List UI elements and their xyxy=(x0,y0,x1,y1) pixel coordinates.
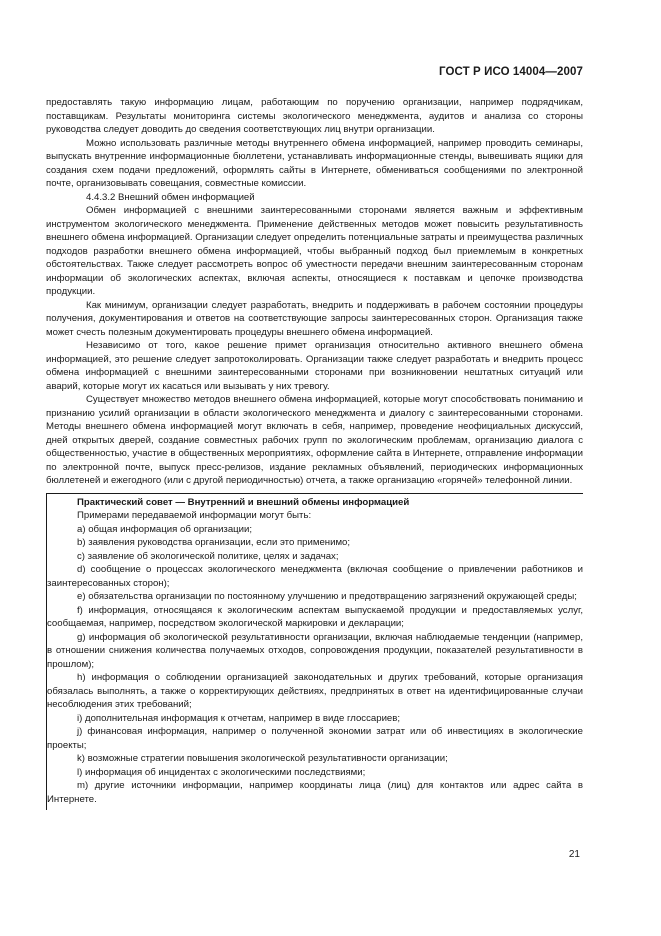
advice-title: Практический совет — Внутренний и внешний обмены информацией xyxy=(77,496,410,508)
paragraph-continuation: предоставлять такую информацию лицам, работающим по поручению организации, например подрядчикам, поставщикам. Результаты мониторинга системы экологического менеджмента, аудитов и анализа со стороны руководства следует доводить до сведения соответствующих лиц внутри организации. xyxy=(46,97,583,135)
practical-advice-box xyxy=(46,493,583,811)
advice-item-h: h) информация о соблюдении организацией законодательных и других требований, которые организация обязалась выполнять, а также о корректирующих действиях, предпринятых в ответ на идентифицированные случаи несоблюдения этих требований; xyxy=(47,672,583,710)
paragraph-external-exchange: Обмен информацией с внешними заинтересованными сторонами является важным и эффективным инструментом экологического менеджмента. Применение действенных методов может повысить результативность внешнего обмена информацией. Организации следует определить потенциальные затраты и преимущества различных подходов разработки внешнего обмена информацией, чтобы выбранный подход был приемлемым в конкретных обстоятельствах. Также следует рассмотреть вопрос об уместности передачи внешним заинтересованным сторонам информации об экологических аспектах, включая аспекты, относящиеся к поставкам и цепочке производства продукции. xyxy=(46,205,583,297)
paragraph-internal-methods: Можно использовать различные методы внутреннего обмена информацией, например проводить семинары, выпускать внутренние информационные бюллетени, устанавливать информационные стенды, вывешивать ящики для создания схем подачи предложений, оформлять сайты в Интернете, обмениваться сообщениями по электронной почте, организовывать совещания, совместные комиссии. xyxy=(46,137,583,189)
advice-item-b: b) заявления руководства организации, если это применимо; xyxy=(77,537,351,548)
paragraph-decision-record: Независимо от того, какое решение примет организация относительно активного внешнего обмена информацией, это решение следует запротоколировать. Организации также следует разработать и внедрить процесс обмена информацией с внешними заинтересованными сторонами при возникновении нештатных ситуаций или аварий, которые могут их касаться или вызывать у них тревогу. xyxy=(46,340,583,392)
advice-item-g: g) информация об экологической результативности организации, включая наблюдаемые тенденции (например, в отношении снижения количества получаемых отходов, сопровождения продукции, показателей результативности в прошлом); xyxy=(47,631,583,670)
advice-item-k: k) возможные стратегии повышения экологической результативности организации; xyxy=(77,753,448,764)
advice-item-m: m) другие источники информации, например координаты лица (лиц) для контактов или адрес сайта в Интернете. xyxy=(47,780,583,805)
page-number: 21 xyxy=(568,849,580,860)
advice-item-f: f) информация, относящаяся к экологическим аспектам выпускаемой продукции и предоставляемых услуг, сообщаемая, например, посредством экологической маркировки и декларации; xyxy=(47,604,583,629)
paragraph-external-methods: Существует множество методов внешнего обмена информацией, которые могут способствовать пониманию и признанию усилий организации в области экологического менеджмента и диалогу с заинтересованными сторонами. Методы внешнего обмена информацией могут включать в себя, например, проведение неофициальных дискуссий, дней открытых дверей, создание совместных рабочих групп по экологическим проблемам, организацию диалога с общественностью, участие в общественных мероприятиях, оформление сайта в Интернете, отправление информации по электронной почте, выпуск пресс-релизов, издание рекламных объявлений, периодических информационных бюллетеней и ежегодного (или с другой периодичностью) отчета, а также организацию «горячей» телефонной линии. xyxy=(46,394,583,486)
advice-item-d: d) сообщение о процессах экологического менеджмента (включая сообщение о привлечении работников и заинтересованных сторон); xyxy=(47,564,583,589)
advice-intro: Примерами передаваемой информации могут быть: xyxy=(77,510,312,521)
paragraph-minimum-procedures: Как минимум, организации следует разработать, внедрить и поддерживать в рабочем состоянии процедуры получения, документирования и ответов на соответствующие запросы заинтересованных сторон. Организация также может счесть полезным документировать процедуры внешнего обмена информацией. xyxy=(46,299,583,338)
page-content xyxy=(46,96,583,810)
advice-item-j: j) финансовая информация, например о полученной экономии затрат или об инвестициях в экологические проекты; xyxy=(47,726,583,751)
advice-item-l: l) информация об инцидентах с экологическими последствиями; xyxy=(77,766,366,778)
document-code-header: ГОСТ Р ИСО 14004—2007 xyxy=(438,66,583,78)
advice-item-a: a) общая информация об организации; xyxy=(77,523,253,535)
advice-item-i: i) дополнительная информация к отчетам, например в виде глоссариев; xyxy=(77,712,401,724)
advice-item-e: e) обязательства организации по постоянному улучшению и предотвращению загрязнений окружающей среды; xyxy=(77,591,577,602)
advice-item-c: c) заявление об экологической политике, целях и задачах; xyxy=(77,550,339,562)
section-heading: 4.4.3.2 Внешний обмен информацией xyxy=(86,191,255,203)
